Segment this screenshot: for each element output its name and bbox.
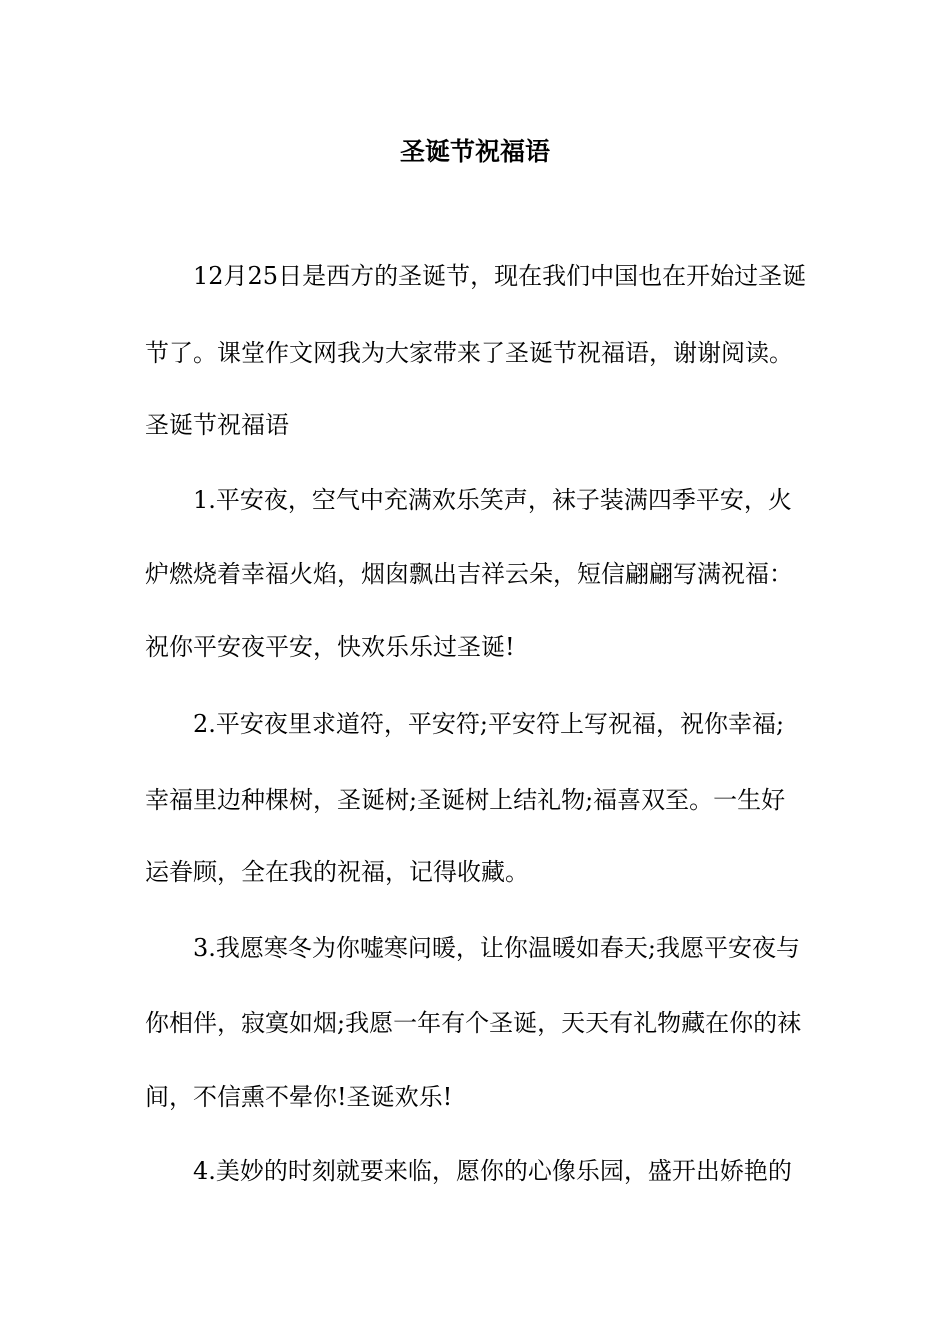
section-heading: 圣诞节祝福语 [145,411,289,439]
paragraph-line: 12月25日是西方的圣诞节，现在我们中国也在开始过圣诞 [193,262,807,290]
paragraph-line: 你相伴，寂寞如烟;我愿一年有个圣诞，天天有礼物藏在你的袜 [145,1009,802,1037]
paragraph-line: 节了。课堂作文网我为大家带来了圣诞节祝福语，谢谢阅读。 [145,339,793,367]
paragraph-line: 运眷顾，全在我的祝福，记得收藏。 [145,858,529,886]
paragraph-line: 3.我愿寒冬为你嘘寒问暖，让你温暖如春天;我愿平安夜与 [193,934,800,962]
paragraph-line: 2.平安夜里求道符，平安符;平安符上写祝福，祝你幸福; [193,710,785,738]
document-title: 圣诞节祝福语 [399,137,550,166]
paragraph-line: 4.美妙的时刻就要来临，愿你的心像乐园，盛开出娇艳的 [193,1157,792,1185]
paragraph-line: 间，不信熏不晕你!圣诞欢乐! [145,1083,453,1111]
paragraph-line: 炉燃烧着幸福火焰，烟囱飘出吉祥云朵，短信翩翩写满祝福： [145,560,793,588]
paragraph-line: 幸福里边种棵树，圣诞树;圣诞树上结礼物;福喜双至。一生好 [145,786,786,814]
paragraph-line: 1.平安夜，空气中充满欢乐笑声，袜子装满四季平安，火 [193,486,792,514]
paragraph-line: 祝你平安夜平安，快欢乐乐过圣诞! [145,633,515,661]
